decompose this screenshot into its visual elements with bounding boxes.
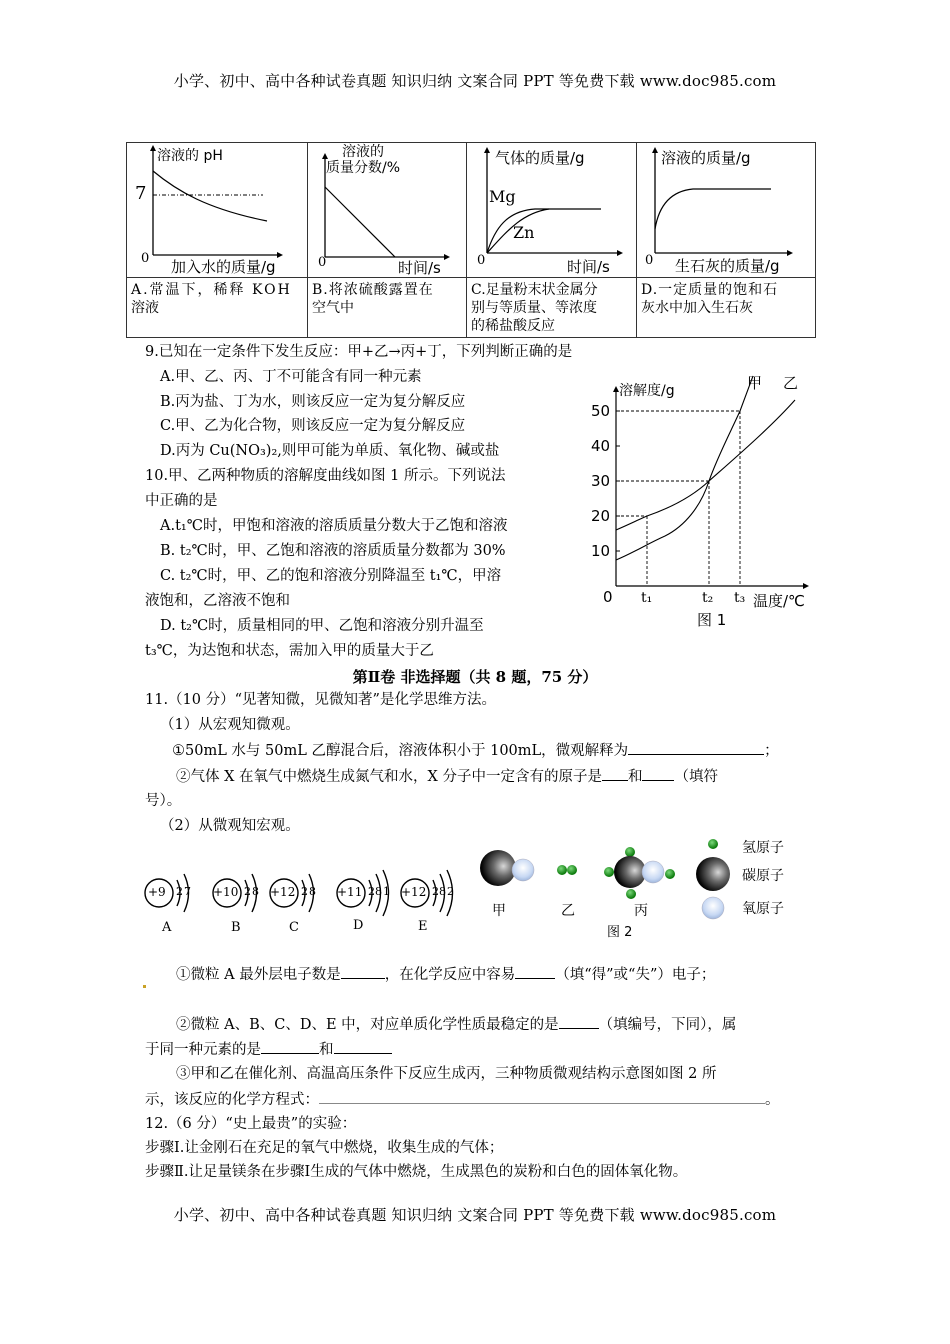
caption-c-line2: 别与等质量、等浓度 [471, 300, 597, 316]
graph-a [127, 143, 308, 278]
graph-d-origin: 0 [645, 253, 654, 268]
answer-blank-gain-lose[interactable] [515, 964, 555, 979]
graph-a-xlabel: 加入水的质量/g [171, 258, 276, 276]
figure1-xtick-t1: t₁ [641, 590, 653, 606]
q11-p1-item1-text: ①50mL 水与 50mL 乙醇混合后，溶液体积小于 100mL，微观解释为 [172, 743, 629, 759]
option-graph-table [126, 142, 816, 338]
atom-b-shell-2: 8 [252, 885, 259, 898]
q10-option-a: A.t₁℃时，甲饱和溶液的溶质质量分数大于乙饱和溶液 [160, 518, 508, 534]
q9-option-c: C.甲、乙为化合物，则该反应一定为复分解反应 [160, 418, 466, 434]
atom-d-shell-1: 2 [368, 885, 375, 898]
q11-part1: （1）从宏观知微观。 [160, 717, 300, 733]
atom-e-shell-1: 2 [432, 885, 439, 898]
q11-p2-item1 [176, 964, 715, 985]
atom-c-label: C [289, 920, 299, 935]
page-header: 小学、初中、高中各种试卷真题 知识归纳 文案合同 PPT 等免费下载 www.doc985.com [173, 72, 777, 90]
q12-step2: 步骤Ⅱ.让足量镁条在步骤Ⅰ生成的气体中燃烧，生成黑色的炭粉和白色的固体氧化物。 [145, 1164, 688, 1180]
q11-p2-item2 [176, 1014, 736, 1035]
q11-p2-item2-text: ②微粒 A、B、C、D、E 中，对应单质化学性质最稳定的是 [176, 1017, 559, 1033]
caption-c [467, 278, 637, 338]
figure2-caption: 图 2 [607, 925, 633, 940]
atom-c-shell-1: 2 [301, 885, 308, 898]
q10-option-c: C. t₂℃时，甲、乙的饱和溶液分别降温至 t₁℃，甲溶 [160, 568, 502, 584]
answer-blank-atom-1[interactable] [602, 766, 628, 781]
atom-structure-diagrams [143, 868, 473, 940]
graph-b-ylabel-1: 溶液的 [342, 144, 384, 160]
q11-p2-item2-cont-text: 于同一种元素的是 [145, 1042, 261, 1058]
figure2-label-jia: 甲 [492, 903, 506, 919]
atom-c-shell-2: 8 [309, 885, 316, 898]
figure1-xtick-t2: t₂ [702, 590, 714, 606]
atom-b-label: B [231, 920, 241, 935]
q11-p2-item3-cont [145, 1089, 780, 1110]
graph-c-label-mg: Mg [489, 187, 516, 206]
caption-c-line3: 的稀盐酸反应 [471, 318, 555, 334]
figure1-ytick-30: 30 [591, 472, 611, 490]
q11-p2-item2-and: 和 [319, 1042, 334, 1058]
graph-c [467, 143, 637, 278]
caption-b-line2: 空气中 [312, 300, 354, 316]
atom-a-label: A [162, 920, 172, 935]
q11-p2-item3-end: 。 [765, 1092, 780, 1108]
graph-b-origin: 0 [318, 255, 327, 270]
section2-title: 第Ⅱ卷 非选择题（共 8 题，75 分） [352, 668, 598, 686]
q10-stem-2: 中正确的是 [145, 493, 218, 509]
answer-blank-atom-2[interactable] [642, 766, 674, 781]
q12-step1: 步骤Ⅰ.让金刚石在充足的氧气中燃烧，收集生成的气体； [145, 1140, 504, 1156]
figure1-ylabel: 溶解度/g [619, 383, 675, 399]
graph-d-xlabel: 生石灰的质量/g [675, 257, 780, 275]
caption-a [127, 278, 308, 338]
figure1-caption: 图 1 [697, 611, 727, 629]
graph-b [308, 143, 467, 278]
figure2-molecule-models [470, 832, 810, 944]
legend-hydrogen-atom: 氢原子 [742, 840, 784, 856]
q10-option-d: D. t₂℃时，质量相同的甲、乙饱和溶液分别升温至 [160, 618, 484, 634]
legend-oxygen-atom: 氧原子 [742, 901, 784, 917]
graph-d [637, 143, 816, 278]
figure1-xtick-t3: t₃ [734, 590, 746, 606]
graph-d-ylabel: 溶液的质量/g [661, 149, 751, 167]
graph-b-ylabel-2: 质量分数/% [326, 160, 401, 176]
atom-e-shell-2: 8 [439, 885, 446, 898]
atom-e-label: E [418, 919, 428, 934]
atom-d-shell-2: 8 [375, 885, 382, 898]
q11-p1-item2-cont: 号）。 [145, 793, 182, 809]
q9-option-d: D.丙为 Cu(NO₃)₂,则甲可能为单质、氧化物、碱或盐 [160, 443, 500, 459]
graph-a-origin: 0 [141, 251, 150, 266]
figure1-ytick-20: 20 [591, 507, 611, 525]
graph-a-ylabel: 溶液的 pH [157, 148, 223, 164]
atom-e-shell-3: 2 [447, 885, 454, 898]
atom-c-nucleus: +12 [270, 885, 296, 899]
q10-option-b: B. t₂℃时，甲、乙饱和溶液的溶质质量分数都为 30% [160, 543, 506, 559]
caption-c-line1: C.足量粉末状金属分 [471, 282, 598, 298]
figure1-origin: 0 [603, 588, 613, 606]
graph-c-ylabel: 气体的质量/g [495, 149, 585, 167]
q11-stem: 11.（10 分）“见著知微，见微知著”是化学思维方法。 [145, 692, 496, 708]
answer-blank-most-stable[interactable] [559, 1014, 599, 1029]
q9-stem: 9.已知在一定条件下发生反应：甲+乙→丙+丁，下列判断正确的是 [145, 344, 573, 360]
caption-d [637, 278, 816, 338]
q11-p1-item2-tail: （填符 [674, 769, 718, 785]
caption-d-line2: 灰水中加入生石灰 [641, 300, 753, 316]
q11-p2-item1-tail: （填“得”或“失”）电子； [555, 967, 716, 983]
legend-carbon-atom: 碳原子 [742, 868, 784, 884]
figure1-ytick-40: 40 [591, 437, 611, 455]
caption-a-line1: A.常温下，稀释 KOH [131, 282, 292, 298]
atom-e-nucleus: +12 [401, 885, 427, 899]
q11-p1-item1 [172, 740, 779, 761]
atom-d-label: D [353, 918, 364, 933]
q11-p2-item3-cont-text: 示，该反应的化学方程式： [145, 1092, 319, 1108]
atom-a-shell-1: 2 [176, 885, 183, 898]
figure1-ytick-10: 10 [591, 542, 611, 560]
q10-option-c-cont: 液饱和，乙溶液不饱和 [145, 593, 290, 609]
answer-blank-outer-electrons[interactable] [341, 964, 385, 979]
q11-p2-item3: ③甲和乙在催化剂、高温高压条件下反应生成丙，三种物质微观结构示意图如图 2 所 [176, 1066, 717, 1082]
graph-c-origin: 0 [477, 253, 486, 268]
q11-part2: （2）从微观知宏观。 [160, 818, 300, 834]
graph-b-xlabel: 时间/s [398, 259, 441, 277]
figure1-ytick-50: 50 [591, 402, 611, 420]
q11-p1-item1-end: ； [764, 743, 779, 759]
figure1-series-yi: 乙 [783, 374, 799, 392]
answer-blank-same-element-2[interactable] [334, 1039, 392, 1054]
atom-d-shell-3: 1 [383, 885, 390, 898]
caption-d-line1: D.一定质量的饱和石 [641, 282, 779, 298]
figure1-solubility-chart [585, 368, 820, 630]
q10-stem-1: 10.甲、乙两种物质的溶解度曲线如图 1 所示。下列说法 [145, 468, 506, 484]
figure1-xlabel: 温度/℃ [753, 592, 805, 610]
q9-option-b: B.丙为盐、丁为水，则该反应一定为复分解反应 [160, 394, 466, 410]
q10-option-d-cont: t₃℃，为达饱和状态，需加入甲的质量大于乙 [145, 643, 434, 659]
figure1-series-jia: 甲 [747, 374, 763, 392]
q11-p1-item2-text: ②气体 X 在氧气中燃烧生成氮气和水，X 分子中一定含有的原子是 [176, 769, 602, 785]
graph-a-ymark: 7 [135, 183, 147, 204]
edit-mark [143, 985, 146, 988]
figure2-label-yi: 乙 [561, 903, 575, 919]
answer-blank-micro-explanation[interactable] [628, 740, 764, 755]
caption-a-line2: 溶液 [131, 300, 159, 316]
q11-p2-item1-mid: ，在化学反应中容易 [384, 967, 516, 983]
q11-p1-item2-and: 和 [627, 769, 643, 785]
q11-p2-item2-tail: （填编号，下同），属 [598, 1017, 737, 1033]
figure2-label-bing: 丙 [634, 903, 648, 919]
q9-option-a: A.甲、乙、丙、丁不可能含有同一种元素 [160, 369, 422, 385]
q12-stem: 12.（6 分）“史上最贵”的实验： [145, 1116, 357, 1132]
graph-c-xlabel: 时间/s [567, 258, 610, 276]
caption-b [308, 278, 467, 338]
graph-c-label-zn: Zn [513, 223, 535, 242]
answer-blank-same-element-1[interactable] [261, 1039, 319, 1054]
atom-d-nucleus: +11 [337, 885, 363, 899]
q11-p1-item2 [176, 766, 718, 787]
caption-b-line1: B.将浓硫酸露置在 [312, 282, 434, 298]
atom-b-shell-1: 2 [244, 885, 251, 898]
q11-p2-item1-text: ①微粒 A 最外层电子数是 [176, 967, 341, 983]
atom-b-nucleus: +10 [213, 885, 239, 899]
q11-p2-item2-cont [145, 1039, 392, 1060]
atom-a-nucleus: +9 [148, 885, 166, 899]
answer-blank-chemical-equation[interactable] [319, 1089, 765, 1104]
page-footer: 小学、初中、高中各种试卷真题 知识归纳 文案合同 PPT 等免费下载 www.doc985.com [173, 1206, 777, 1224]
atom-a-shell-2: 7 [184, 885, 191, 898]
